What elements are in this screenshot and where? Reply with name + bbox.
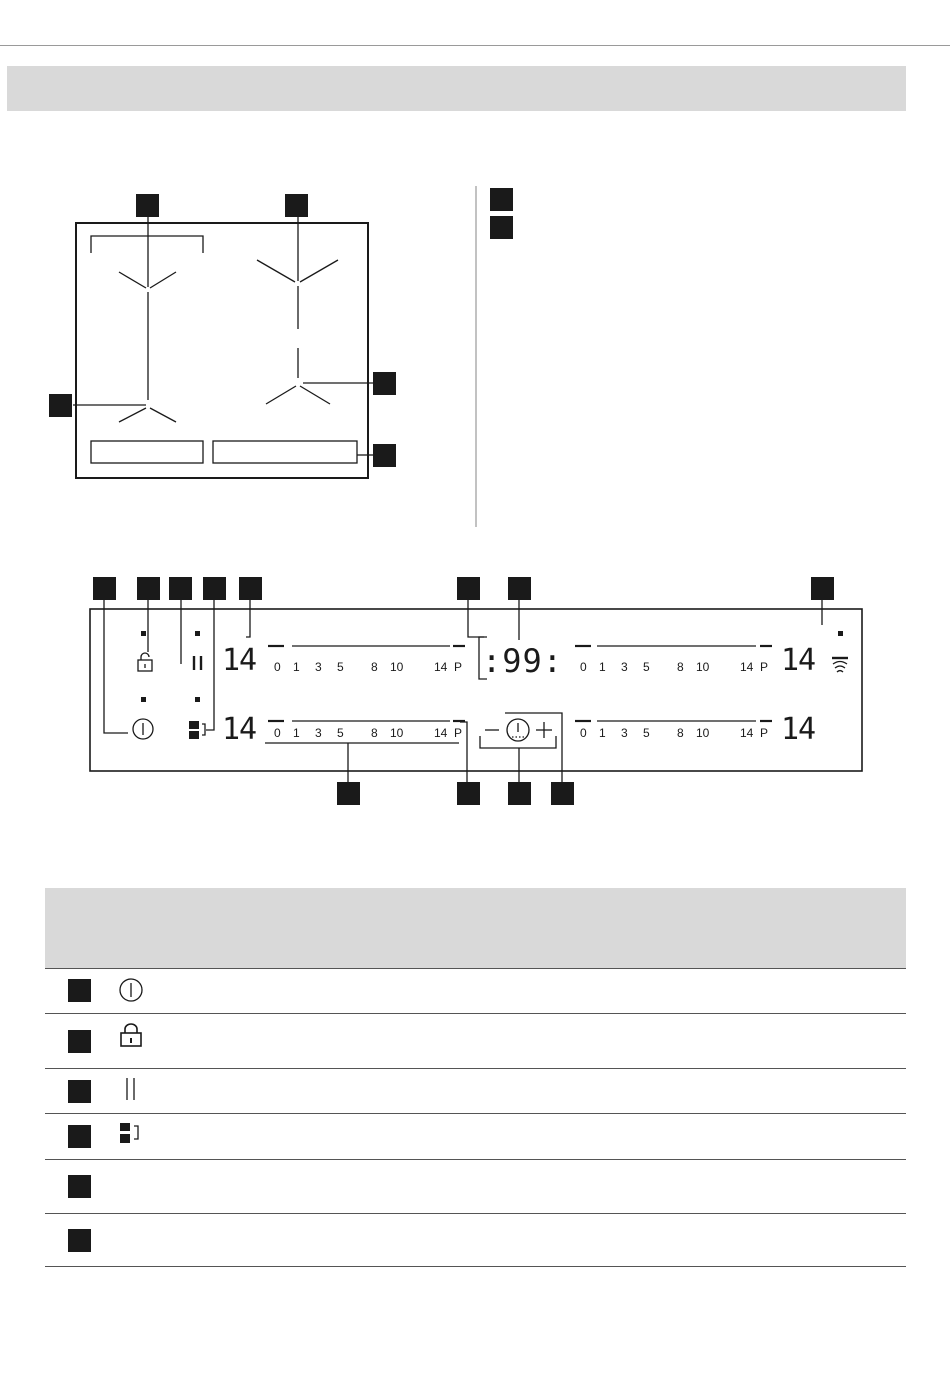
scale-14[interactable]: 14 — [434, 660, 448, 674]
scale-10[interactable]: 10 — [390, 660, 404, 674]
pause-icon — [127, 1078, 134, 1100]
scale-3[interactable]: 3 — [621, 726, 628, 740]
bridge-icon — [120, 1123, 138, 1143]
scale-3[interactable]: 3 — [315, 726, 322, 740]
scale-1[interactable]: 1 — [293, 660, 300, 674]
scale-8[interactable]: 8 — [677, 660, 684, 674]
scale-1[interactable]: 1 — [599, 726, 606, 740]
scale-14[interactable]: 14 — [740, 726, 754, 740]
zone-display-front-left: 14 — [222, 712, 257, 747]
zone-display-rear-right: 14 — [781, 643, 816, 678]
scale-p[interactable]: P — [454, 726, 463, 740]
zone-display-front-right: 14 — [781, 712, 816, 747]
scale-10[interactable]: 10 — [696, 660, 710, 674]
scale-p[interactable]: P — [760, 660, 769, 674]
scale-8[interactable]: 8 — [677, 726, 684, 740]
zone-display-rear-left: 14 — [222, 643, 257, 678]
scale-8[interactable]: 8 — [371, 660, 378, 674]
timer-display: :99: — [482, 642, 564, 680]
scale-14[interactable]: 14 — [434, 726, 448, 740]
scale-3[interactable]: 3 — [621, 660, 628, 674]
scale-1[interactable]: 1 — [293, 726, 300, 740]
scale-0[interactable]: 0 — [580, 726, 587, 740]
scale-0[interactable]: 0 — [580, 660, 587, 674]
scale-0[interactable]: 0 — [274, 726, 281, 740]
lock-icon — [121, 1024, 141, 1046]
scale-3[interactable]: 3 — [315, 660, 322, 674]
scale-10[interactable]: 10 — [696, 726, 710, 740]
power-icon — [120, 979, 142, 1001]
scale-p[interactable]: P — [760, 726, 769, 740]
scale-10[interactable]: 10 — [390, 726, 404, 740]
scale-5[interactable]: 5 — [337, 660, 344, 674]
scale-5[interactable]: 5 — [643, 726, 650, 740]
scale-8[interactable]: 8 — [371, 726, 378, 740]
scale-0[interactable]: 0 — [274, 660, 281, 674]
scale-5[interactable]: 5 — [643, 660, 650, 674]
scale-5[interactable]: 5 — [337, 726, 344, 740]
scale-p[interactable]: P — [454, 660, 463, 674]
scale-14[interactable]: 14 — [740, 660, 754, 674]
scale-1[interactable]: 1 — [599, 660, 606, 674]
